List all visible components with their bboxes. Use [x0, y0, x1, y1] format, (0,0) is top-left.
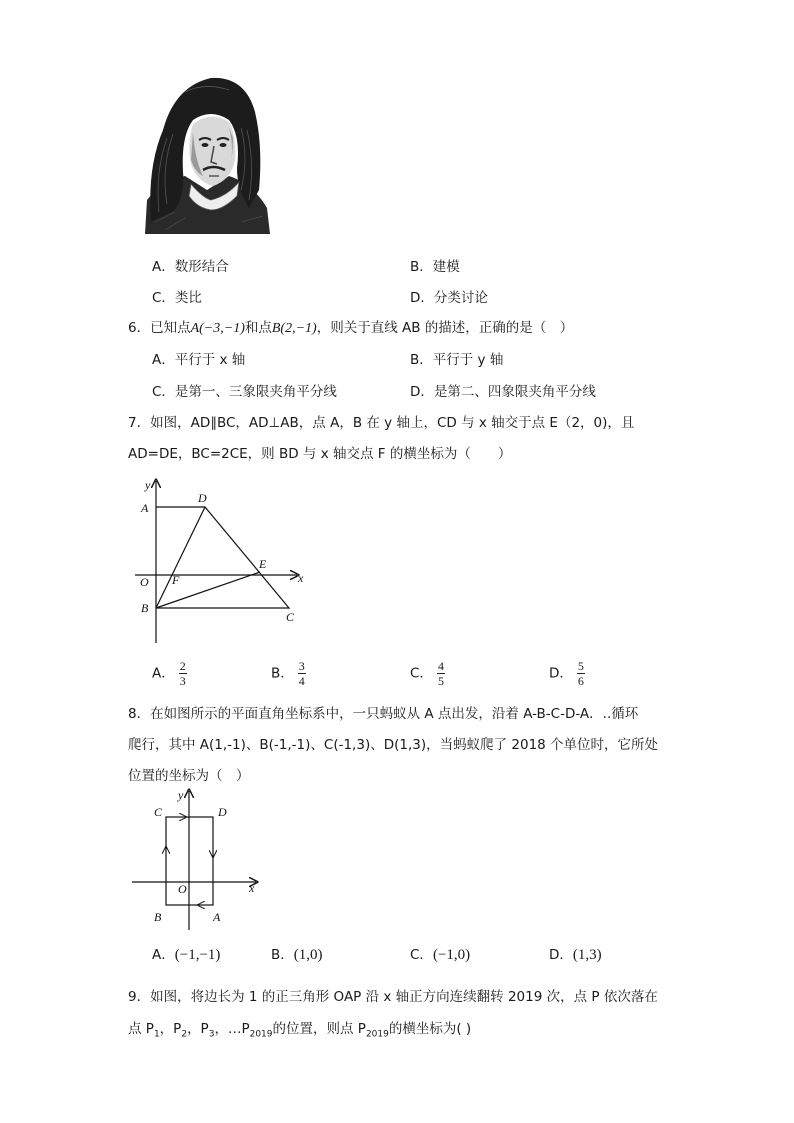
q6-option-d[interactable]: D．是第二、四象限夹角平分线: [410, 384, 596, 400]
q8-label-y: y: [178, 788, 184, 802]
q7-option-a-letter: A．: [152, 665, 175, 682]
q8-option-a[interactable]: [152, 943, 220, 964]
q8-label-d: D: [218, 805, 227, 819]
q8-option-b[interactable]: [271, 943, 323, 964]
q6-point-b: B(2,−1): [271, 321, 317, 336]
q7-option-a[interactable]: [152, 659, 187, 688]
q7-option-d-den: 6: [577, 674, 584, 688]
q6-stem-mid: 和点: [244, 320, 272, 336]
q8-label-b: B: [154, 910, 162, 924]
q8-label-c: C: [154, 805, 163, 819]
q7-option-a-den: 3: [179, 674, 186, 688]
q7-label-f: F: [172, 573, 180, 587]
q8-option-a-value: (−1,−1): [174, 947, 221, 963]
q8-option-c-value: (−1,0): [432, 947, 471, 963]
q5-option-b[interactable]: B．建模: [410, 259, 460, 275]
q7-option-c-num: 4: [437, 659, 444, 673]
q7-segment-bd: [156, 507, 205, 608]
q7-option-d-num: 5: [577, 659, 584, 673]
q5-option-d[interactable]: D．分类讨论: [410, 290, 488, 306]
q7-label-y: y: [145, 478, 151, 492]
q7-label-d: D: [198, 491, 207, 505]
q7-label-e: E: [259, 557, 267, 571]
q7-option-b-fraction: [298, 659, 306, 688]
q7-label-b: B: [141, 601, 149, 615]
q8-option-d-letter: D．: [549, 947, 573, 963]
q7-option-b[interactable]: [271, 659, 306, 688]
q7-label-o: O: [140, 575, 149, 589]
q6-option-a[interactable]: A．平行于 x 轴: [152, 352, 246, 368]
q8-option-d-value: (1,3): [572, 947, 602, 963]
q7-option-b-den: 4: [298, 674, 305, 688]
q7-option-d[interactable]: [549, 659, 585, 688]
q7-option-b-num: 3: [298, 659, 305, 673]
q8-figure: [128, 785, 268, 935]
q7-option-a-fraction: [179, 659, 187, 688]
q7-option-a-num: 2: [179, 659, 186, 673]
q8-label-o: O: [178, 882, 187, 896]
q8-stem-line1: 8．在如图所示的平面直角坐标系中，一只蚂蚁从 A 点出发，沿着 A-B-C-D-A．..循环: [128, 706, 639, 722]
q6-option-c[interactable]: C．是第一、三象限夹角平分线: [152, 384, 337, 400]
q8-label-x: x: [249, 881, 255, 895]
q9-stem-line1: 9．如图，将边长为 1 的正三角形 OAP 沿 x 轴正方向连续翻转 2019 次，点 P 依次落在: [128, 989, 658, 1005]
q8-option-a-letter: A．: [152, 947, 175, 963]
q6-stem-suffix: ，则关于直线 AB 的描述，正确的是（ ）: [316, 320, 574, 336]
q6-stem: [128, 316, 573, 337]
q8-option-b-letter: B．: [271, 947, 294, 963]
q7-label-c: C: [286, 610, 295, 624]
q7-label-a: A: [141, 501, 149, 515]
q7-option-d-fraction: [577, 659, 585, 688]
q6-point-a: A(−3,−1): [190, 321, 245, 336]
q8-option-c[interactable]: [410, 943, 470, 964]
q8-stem-line3: 位置的坐标为（ ）: [128, 768, 250, 784]
q5-option-c[interactable]: C．类比: [152, 290, 202, 306]
q7-option-c-letter: C．: [410, 665, 433, 682]
q7-stem-line1: 7．如图，AD∥BC，AD⊥AB，点 A，B 在 y 轴上，CD 与 x 轴交于点 E（2，0)，且: [128, 415, 635, 431]
q7-option-b-letter: B．: [271, 665, 294, 682]
q8-stem-line2: 爬行，其中 A(1,-1)、B(-1,-1)、C(-1,3)、D(1,3)，当蚂蚁爬了 2018 个单位时，它所处: [128, 737, 659, 753]
q7-label-x: x: [298, 571, 304, 585]
q6-stem-prefix: 6．已知点: [128, 320, 191, 336]
q7-option-c[interactable]: [410, 659, 445, 688]
q7-option-c-fraction: [437, 659, 445, 688]
q8-label-a: A: [213, 910, 221, 924]
q8-option-d[interactable]: [549, 943, 602, 964]
q7-stem-line2: AD=DE，BC=2CE，则 BD 与 x 轴交点 F 的横坐标为（ ）: [128, 446, 512, 462]
q7-option-d-letter: D．: [549, 665, 573, 682]
q5-option-a[interactable]: A．数形结合: [152, 259, 229, 275]
portrait-image: [145, 72, 270, 234]
q9-stem-line2: 点 $P_1$，$P_2$，$P_3$，$\dots P_{2019}$的位置，则点 $P_{2019}$的横坐标为( ): [128, 1021, 472, 1040]
q8-option-b-value: (1,0): [293, 947, 323, 963]
q7-quadrilateral: [156, 507, 289, 608]
q6-option-b[interactable]: B．平行于 y 轴: [410, 352, 504, 368]
q7-figure: [125, 475, 310, 650]
q7-option-c-den: 5: [437, 674, 444, 688]
q8-option-c-letter: C．: [410, 947, 433, 963]
